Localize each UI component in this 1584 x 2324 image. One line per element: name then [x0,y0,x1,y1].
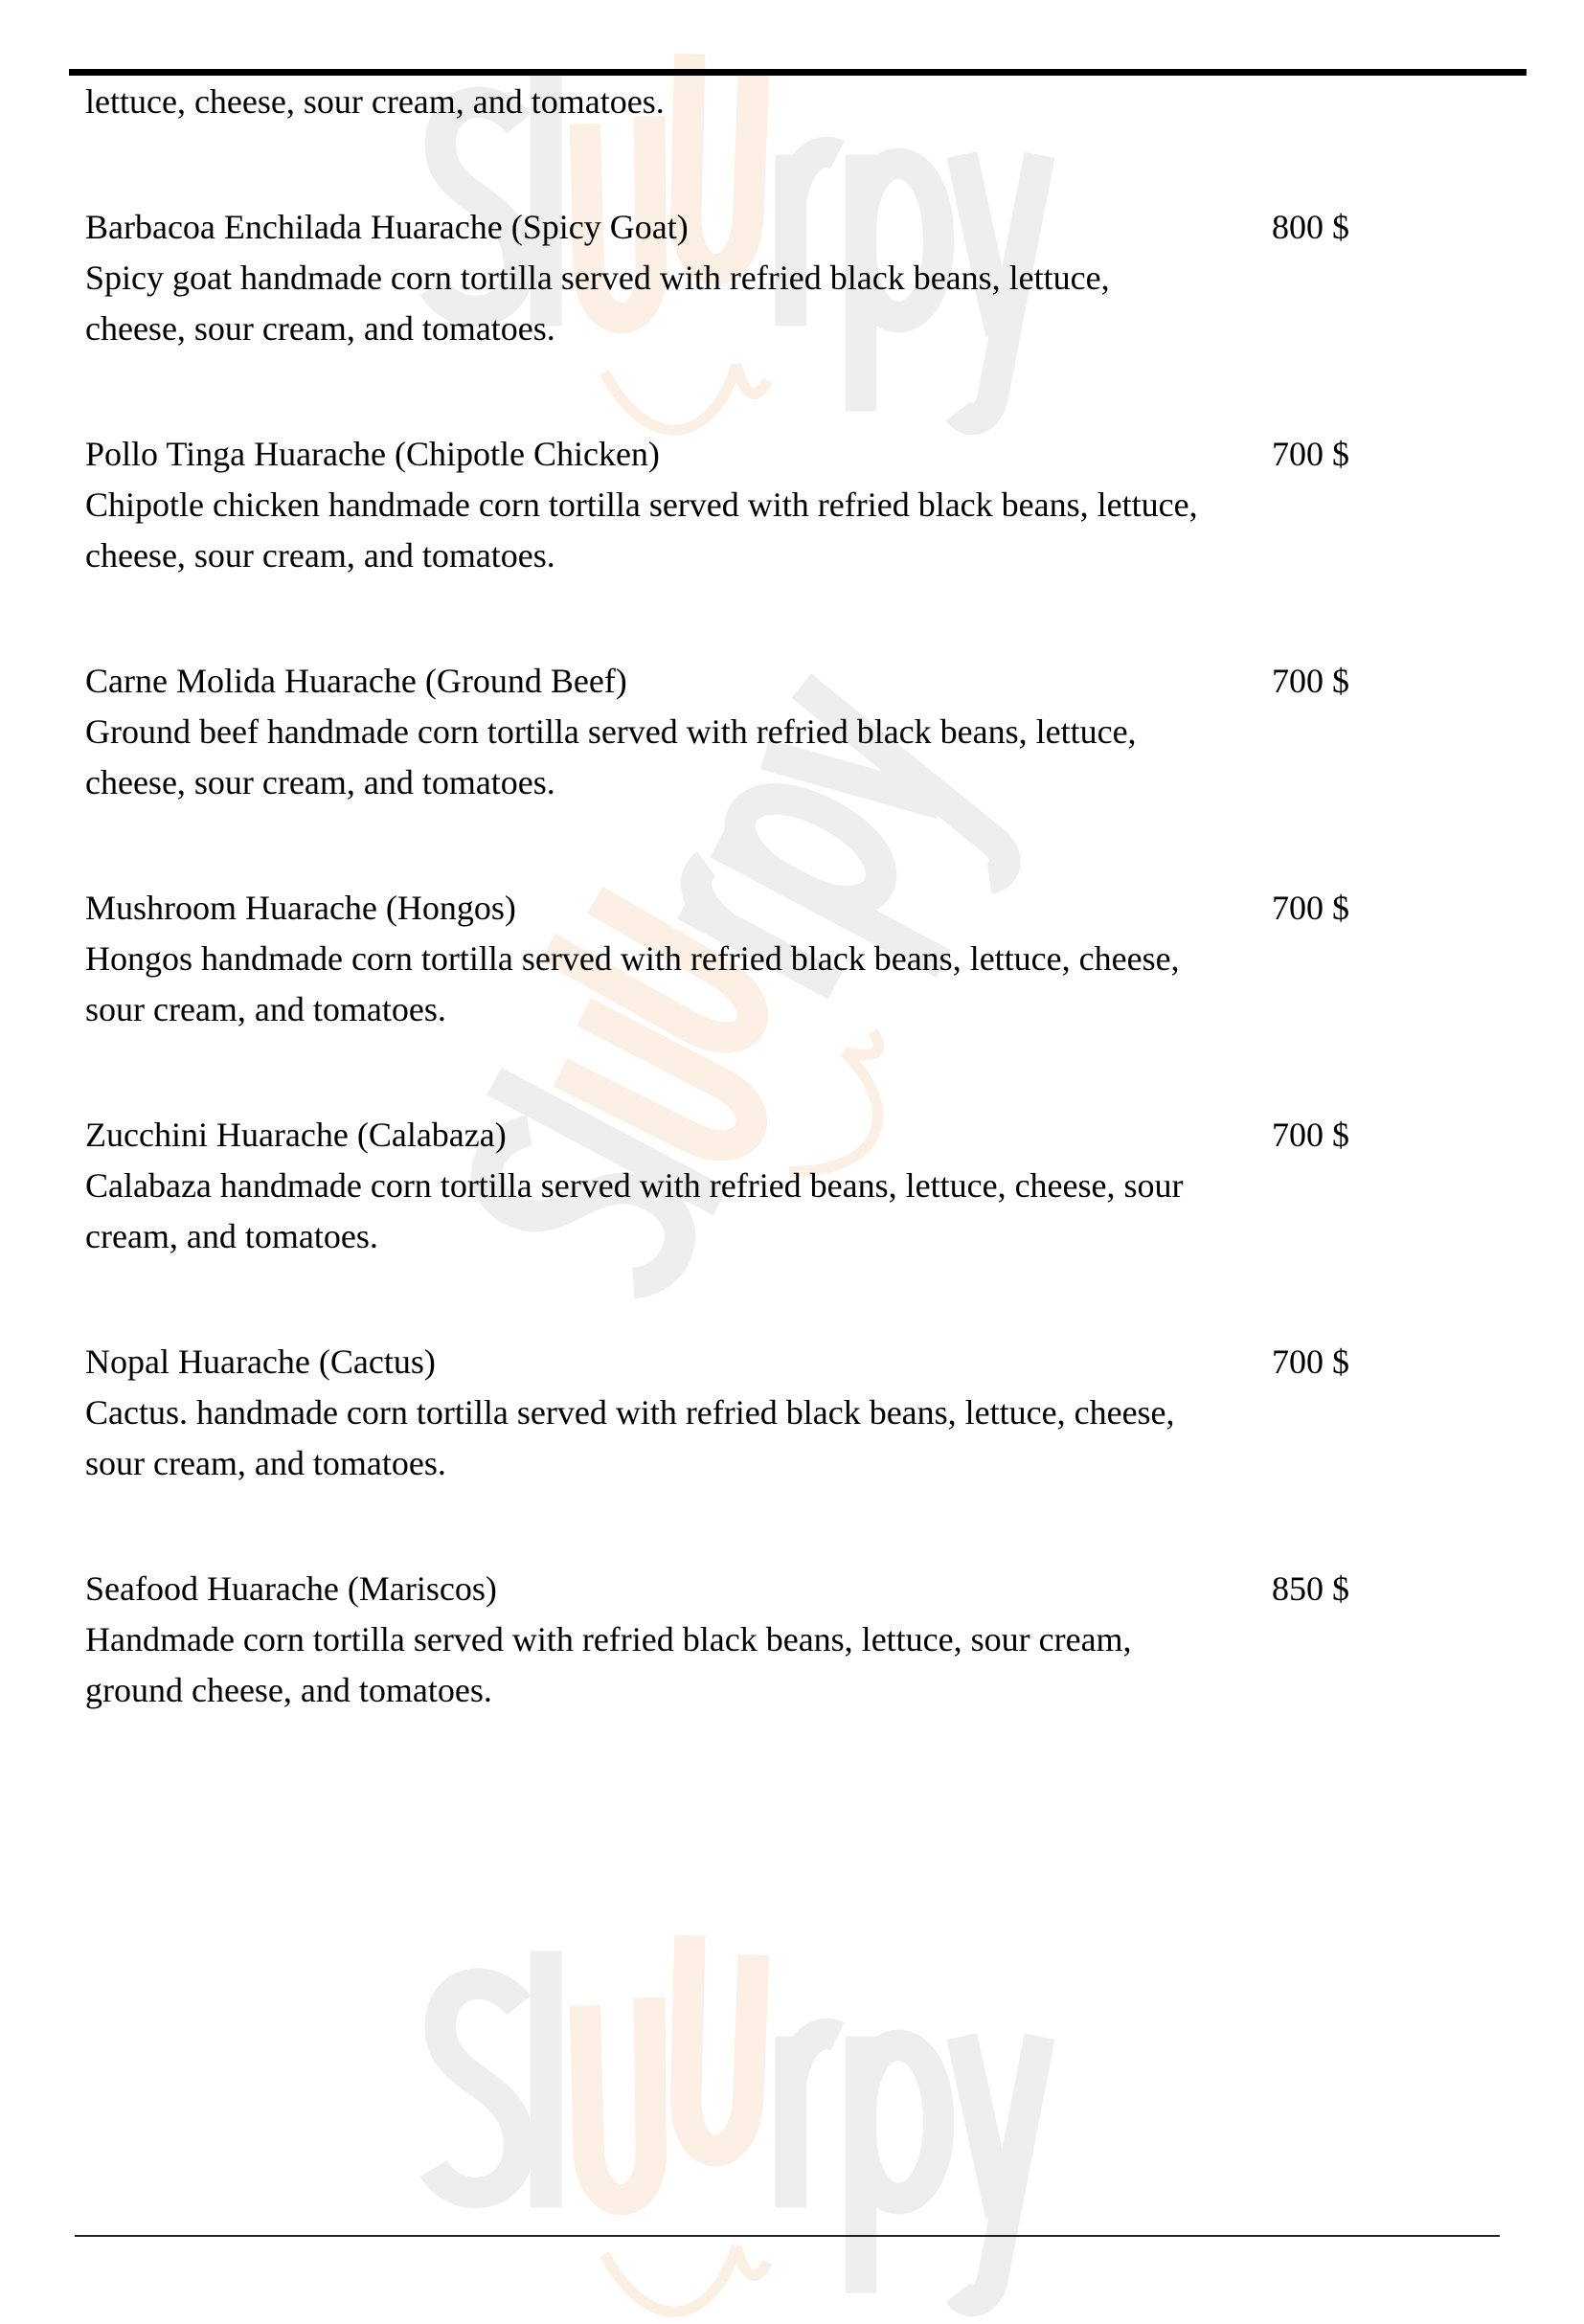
menu-item-title: Seafood Huarache (Mariscos) [85,1569,497,1608]
menu-item-title: Barbacoa Enchilada Huarache (Spicy Goat) [85,208,689,246]
menu-item-title: Zucchini Huarache (Calabaza) [85,1116,507,1154]
bottom-divider [75,2235,1500,2237]
menu-item-title: Carne Molida Huarache (Ground Beef) [85,662,627,700]
menu-item-price: 700 $ [1272,662,1349,700]
menu-item-price: 700 $ [1272,435,1349,473]
menu-item-price: 700 $ [1272,889,1349,927]
menu-item [85,1337,1445,1489]
menu-item-title: Mushroom Huarache (Hongos) [85,889,516,927]
menu-item [85,883,1445,1035]
menu-item-description: Chipotle chicken handmade corn tortilla served with refried black beans, lettuce, cheese, sour cream, and tomatoes. [85,485,1198,575]
continued-description: lettuce, cheese, sour cream, and tomatoes. [85,82,665,121]
menu-item-description: Ground beef handmade corn tortilla served with refried black beans, lettuce, cheese, sour cream, and tomatoes. [85,712,1137,801]
menu-item [85,429,1445,581]
menu-item [85,1564,1445,1716]
menu-item-description: Handmade corn tortilla served with refried black beans, lettuce, sour cream, ground cheese, and tomatoes. [85,1620,1132,1709]
top-divider [69,69,1527,76]
menu-item [85,656,1445,808]
menu-item-description: Hongos handmade corn tortilla served with refried black beans, lettuce, cheese, sour cream, and tomatoes. [85,939,1180,1028]
menu-item-price: 700 $ [1272,1116,1349,1154]
menu-item-description: Spicy goat handmade corn tortilla served with refried black beans, lettuce, cheese, sour cream, and tomatoes. [85,259,1110,348]
watermark-logo-bottom [402,1920,1063,2324]
menu-item-title: Nopal Huarache (Cactus) [85,1343,436,1381]
menu-item [85,1110,1445,1262]
menu-item-price: 700 $ [1272,1343,1349,1381]
menu-item-title: Pollo Tinga Huarache (Chipotle Chicken) [85,435,660,473]
menu-item-price: 850 $ [1272,1569,1349,1608]
menu-item [85,202,1445,354]
menu-item-description: Calabaza handmade corn tortilla served with refried beans, lettuce, cheese, sour cream, and tomatoes. [85,1166,1184,1255]
menu-item-price: 800 $ [1272,208,1349,246]
menu-item-description: Cactus. handmade corn tortilla served with refried black beans, lettuce, cheese, sour cream, and tomatoes. [85,1393,1175,1482]
